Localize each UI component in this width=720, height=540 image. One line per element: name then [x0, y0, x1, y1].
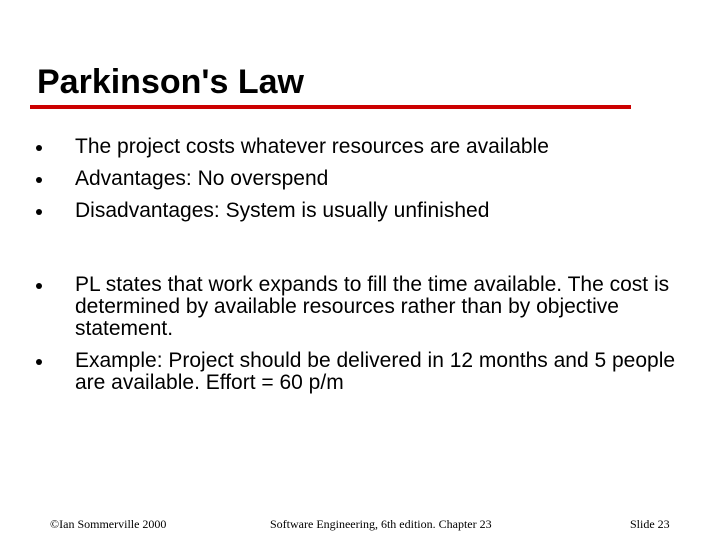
bullet-item-4	[36, 274, 696, 340]
bullet-dot-icon	[36, 145, 42, 151]
footer-copyright: ©Ian Sommerville 2000	[50, 517, 167, 531]
footer-slide-number: Slide 23	[630, 517, 670, 531]
bullet-dot-icon	[36, 177, 42, 183]
title-underline	[30, 105, 631, 109]
bullet-item-1	[36, 136, 696, 158]
bullet-text: Disadvantages: System is usually unfinished	[75, 199, 490, 222]
bullet-text: Example: Project should be delivered in 12 months and 5 people are available. Effort = 60 p/m	[75, 349, 676, 394]
bullet-item-2	[36, 168, 696, 190]
footer-book-title: Software Engineering, 6th edition. Chapter 23	[270, 517, 492, 531]
bullet-dot-icon	[36, 359, 42, 365]
bullet-item-3	[36, 200, 696, 222]
bullet-item-5	[36, 350, 696, 394]
slide-title: Parkinson's Law	[37, 63, 304, 101]
bullet-dot-icon	[36, 209, 42, 215]
bullet-dot-icon	[36, 283, 42, 289]
bullet-text: PL states that work expands to fill the time available. The cost is determined by available resources rather than by objective statement.	[75, 273, 670, 340]
bullet-list	[36, 136, 696, 404]
bullet-text: Advantages: No overspend	[75, 167, 329, 190]
bullet-text: The project costs whatever resources are available	[75, 135, 549, 158]
